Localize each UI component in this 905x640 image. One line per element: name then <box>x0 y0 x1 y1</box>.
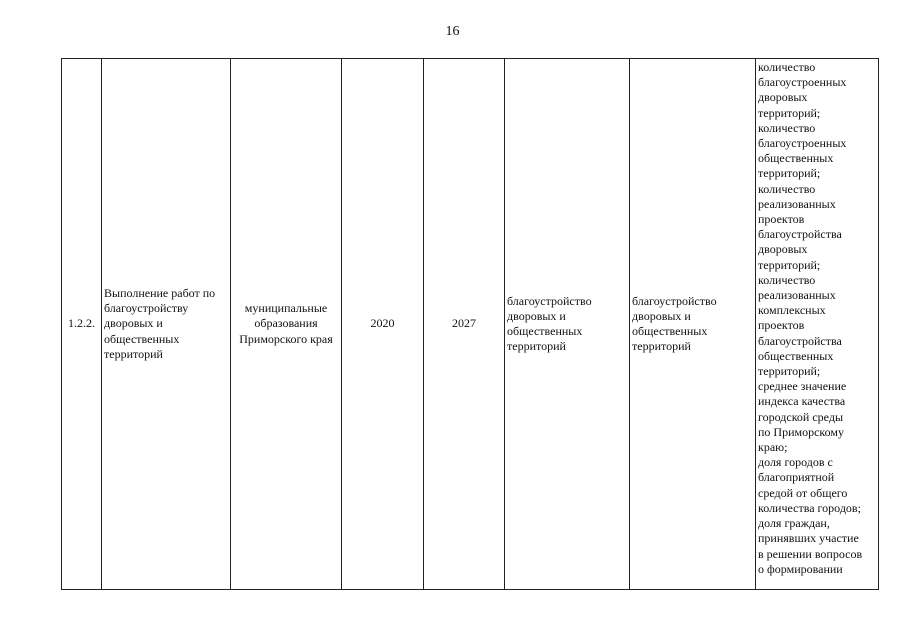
measure-name-line: территорий <box>104 346 163 361</box>
indicator-line: индекса качества <box>758 394 846 409</box>
executor-line: муниципальные <box>244 301 328 316</box>
indicator-line: в решении вопросов <box>758 546 863 561</box>
measure-name-line: благоустройству <box>104 301 189 316</box>
measure-name-line: Выполнение работ по <box>104 285 216 300</box>
short-result-line: благоустройство <box>507 293 592 308</box>
long-term-result-cell <box>630 59 756 590</box>
indicator-line: дворовых <box>758 90 808 105</box>
end-year-cell: 2027 <box>424 59 505 590</box>
start-year-cell: 2020 <box>342 59 424 590</box>
indicator-line: благоустроенных <box>758 136 847 151</box>
long-result-line: территорий <box>632 339 691 354</box>
indicator-line: средой от общего <box>758 485 848 500</box>
short-term-result-cell <box>505 59 630 590</box>
page-number: 16 <box>445 24 460 39</box>
measure-name-cell <box>102 59 231 590</box>
indicator-line: реализованных <box>758 288 836 303</box>
indicator-line: общественных <box>758 151 834 166</box>
indicator-line: дворовых <box>758 242 808 257</box>
indicator-line: количества городов; <box>758 500 861 515</box>
indicator-line: доля граждан, <box>758 516 830 531</box>
program-measures-table <box>61 58 879 590</box>
indicator-line: территорий; <box>758 364 821 379</box>
long-result-line: благоустройство <box>632 293 717 308</box>
executor-cell <box>231 59 342 590</box>
measure-number-cell: 1.2.2. <box>62 59 102 590</box>
indicator-line: принявших участие <box>758 531 859 546</box>
short-result-line: территорий <box>507 339 566 354</box>
indicator-line: территорий; <box>758 105 821 120</box>
measure-name-line: дворовых и <box>104 316 163 331</box>
indicator-line: территорий; <box>758 166 821 181</box>
indicator-line: благоприятной <box>758 470 835 485</box>
indicator-line: краю; <box>758 440 788 455</box>
short-result-line: дворовых и <box>507 308 566 323</box>
table-row <box>62 59 879 590</box>
indicator-line: благоустройства <box>758 333 842 348</box>
indicator-line: доля городов с <box>758 455 833 470</box>
indicator-line: реализованных <box>758 196 836 211</box>
indicator-line: комплексных <box>758 303 826 318</box>
indicator-line: проектов <box>758 318 805 333</box>
indicator-line: общественных <box>758 348 834 363</box>
indicator-line: городской среды <box>758 409 844 424</box>
short-result-line: общественных <box>507 324 583 338</box>
indicator-line: количество <box>758 60 816 74</box>
indicator-line: территорий; <box>758 257 821 272</box>
long-result-line: дворовых и <box>632 308 691 323</box>
indicator-line: благоустройства <box>758 227 842 242</box>
measure-name-line: общественных <box>104 331 180 346</box>
indicator-line: проектов <box>758 212 805 227</box>
indicator-line: количество <box>758 181 816 196</box>
executor-line: Приморского края <box>239 331 333 346</box>
indicator-line: среднее значение <box>758 379 847 394</box>
indicator-line: по Приморскому <box>758 424 845 439</box>
long-result-line: общественных <box>632 324 708 338</box>
indicator-line: благоустроенных <box>758 75 847 90</box>
indicators-cell <box>756 59 879 590</box>
indicator-line: о формировании <box>758 561 843 576</box>
indicator-line: количество <box>758 120 816 135</box>
indicator-line: количество <box>758 272 816 287</box>
executor-line: образования <box>254 316 318 331</box>
